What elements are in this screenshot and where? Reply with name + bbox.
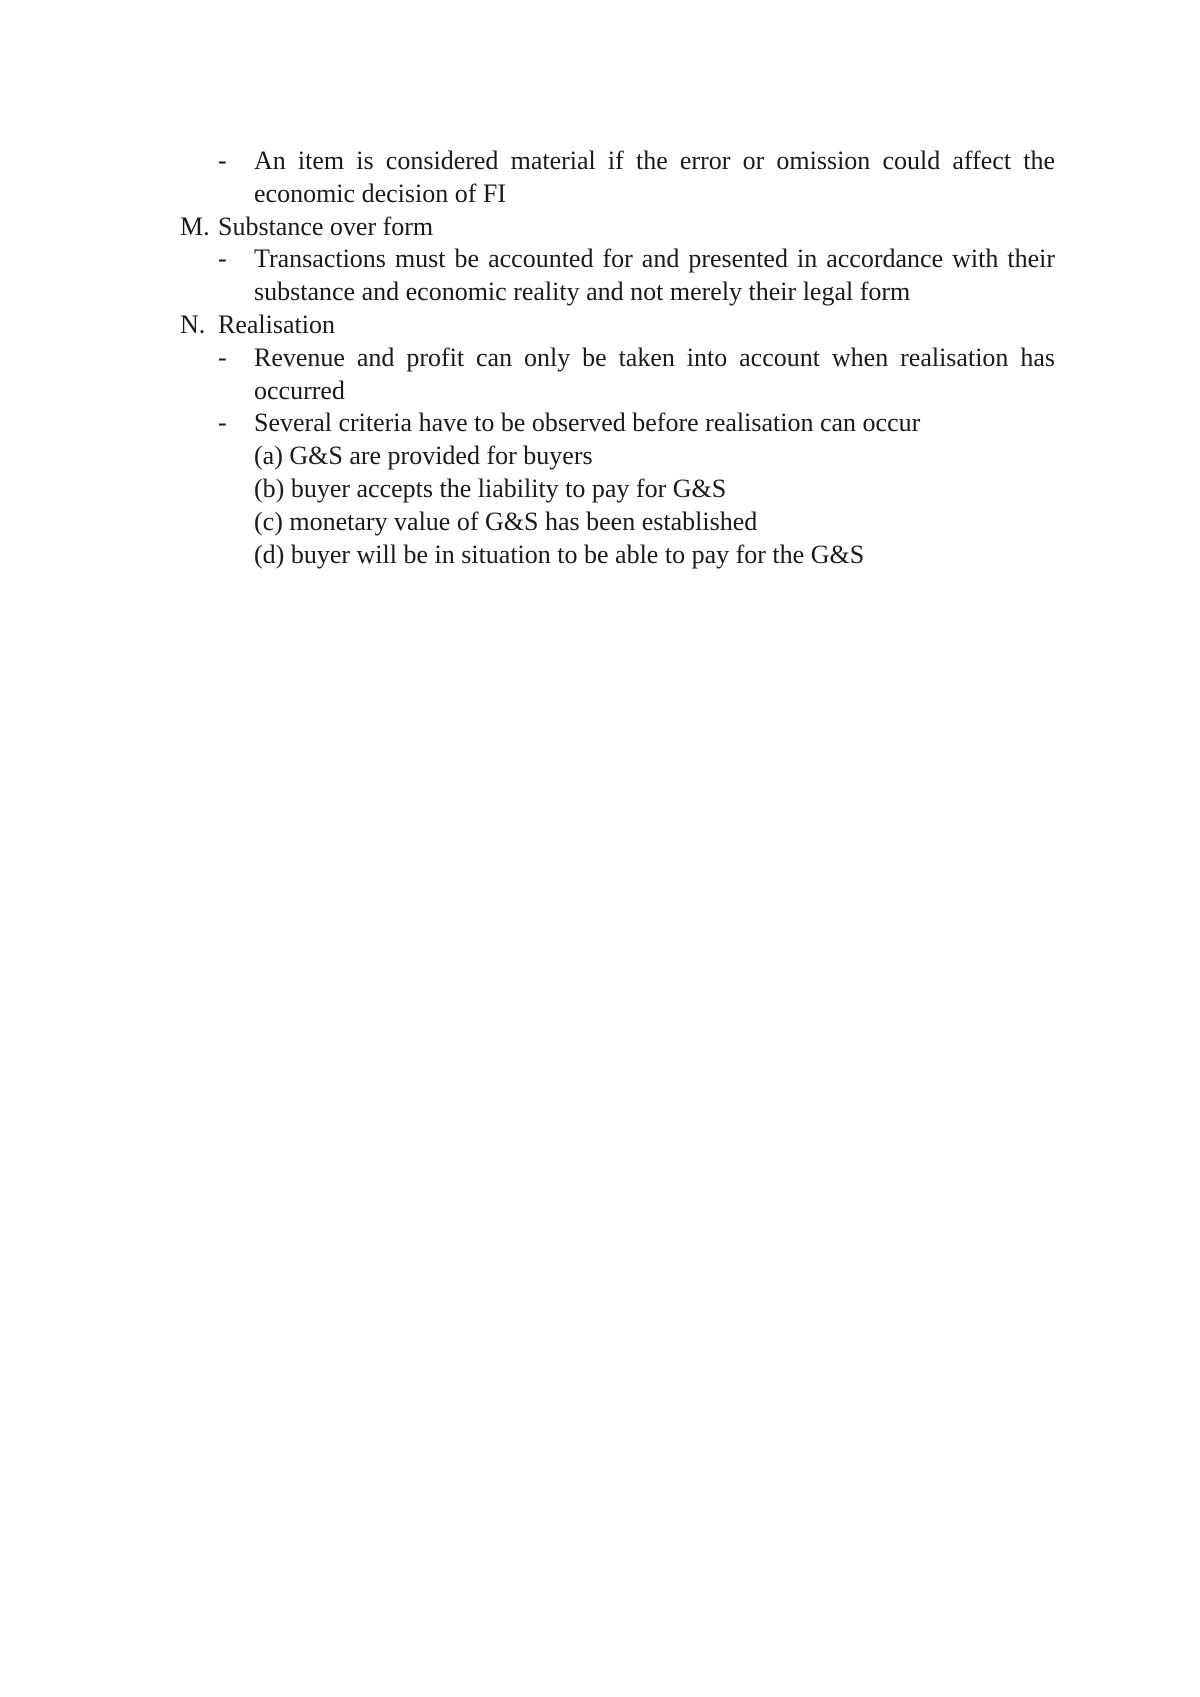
- materiality-bullet: [180, 145, 1055, 211]
- criteria-item: (a) G&S are provided for buyers: [254, 441, 593, 471]
- bullet-text: An item is considered material if the error or omission could affect the economic decision of FI: [254, 146, 1055, 208]
- section-title: Substance over form: [218, 211, 434, 241]
- document-body: [180, 145, 1055, 571]
- bullet-dash: -: [218, 342, 227, 372]
- section-heading: [180, 309, 1055, 342]
- bullet-text: Transactions must be accounted for and presented in accordance with their substance and economic reality and not merely their legal form: [254, 244, 1055, 307]
- bullet-item: [180, 407, 1055, 440]
- bullet-item: [180, 243, 1055, 309]
- section-marker: M.: [180, 211, 210, 241]
- criteria-item: (d) buyer will be in situation to be able to pay for the G&S: [254, 539, 865, 569]
- bullet-dash: -: [218, 408, 227, 438]
- criteria-item: (b) buyer accepts the liability to pay for G&S: [254, 473, 727, 503]
- section-realisation: [180, 309, 1055, 571]
- section-title: Realisation: [218, 309, 335, 339]
- section-heading: [180, 211, 1055, 244]
- realisation-criteria-list: [180, 440, 1055, 571]
- bullet-item: [180, 342, 1055, 408]
- bullet-text: Several criteria have to be observed before realisation can occur: [254, 408, 921, 438]
- section-substance-over-form: [180, 211, 1055, 309]
- criteria-item: (c) monetary value of G&S has been established: [254, 506, 758, 536]
- bullet-dash: -: [218, 244, 227, 274]
- bullet-text: Revenue and profit can only be taken into account when realisation has occurred: [254, 342, 1055, 405]
- section-marker: N.: [180, 309, 206, 339]
- bullet-dash: -: [218, 146, 227, 175]
